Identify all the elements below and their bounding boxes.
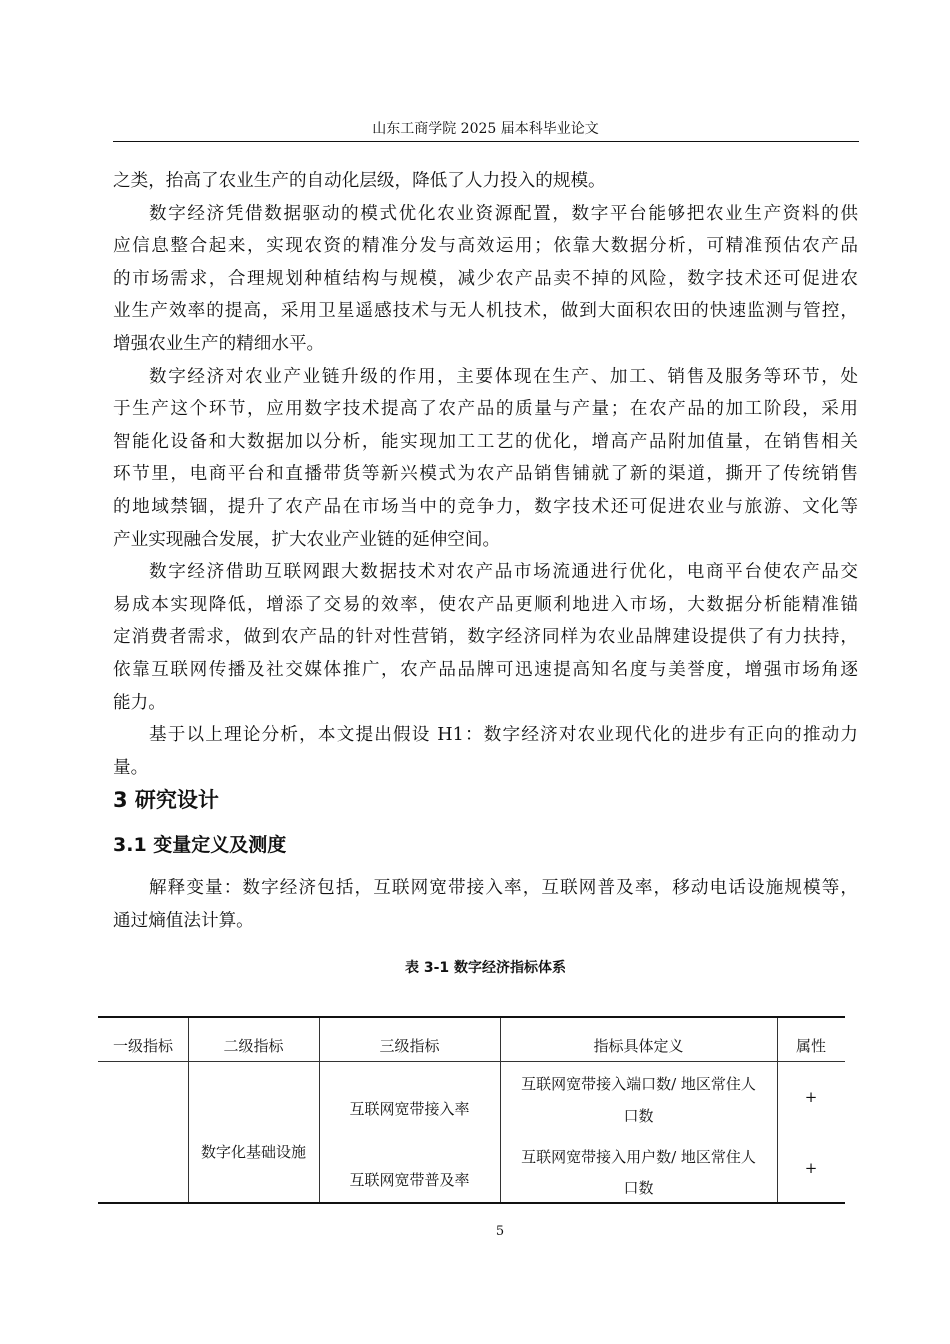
body-text (113, 165, 858, 784)
text-line: 通过熵值法计算。 (113, 910, 254, 931)
text-line: 增强农业生产的精细水平。 (113, 333, 325, 354)
level3-cell: 互联网宽带普及率 (349, 1171, 470, 1189)
table-header-cell: 一级指标 (112, 1037, 173, 1055)
level3-cell: 互联网宽带接入率 (349, 1100, 470, 1118)
running-header: 山东工商学院 2025 届本科毕业论文 (372, 121, 599, 137)
text-line: 基于以上理论分析，本文提出假设 H1：数字经济对农业现代化的进步有正向的推动力 (149, 725, 858, 746)
text-line: 定消费者需求，做到农产品的针对性营销，数字经济同样为农业品牌建设提供了有力扶持， (113, 627, 858, 648)
text-line: 数字经济借助互联网跟大数据技术对农产品市场流通进行优化，电商平台使农产品交 (149, 562, 858, 583)
text-line: 的地域禁锢，提升了农产品在市场当中的竞争力，数字技术还可促进农业与旅游、文化等 (113, 496, 858, 517)
text-line: 能力。 (113, 692, 166, 713)
table-caption: 表 3-1 数字经济指标体系 (404, 960, 567, 976)
text-line: 易成本实现降低，增添了交易的效率，使农产品更顺利地进入市场，大数据分析能精准锚 (113, 594, 858, 615)
text-line: 之类，抬高了农业生产的自动化层级，降低了人力投入的规模。 (113, 171, 606, 191)
subsection-heading: 3.1 变量定义及测度 (113, 834, 287, 856)
text-line: 业生产效率的提高，采用卫星遥感技术与无人机技术，做到大面积农田的快速监测与管控， (113, 301, 858, 322)
table-header-cell: 属性 (795, 1037, 826, 1055)
text-line: 数字经济凭借数据驱动的模式优化农业资源配置，数字平台能够把农业生产资料的供 (149, 203, 858, 224)
text-line: 解释变量：数字经济包括，互联网宽带接入率，互联网普及率，移动电话设施规模等， (149, 878, 858, 898)
definition-cell-line: 互联网宽带接入用户数/ 地区常住人 (521, 1148, 756, 1166)
level2-cell: 数字化基础设施 (200, 1143, 306, 1161)
table-header-cell: 指标具体定义 (593, 1037, 684, 1055)
table-header-cell: 三级指标 (379, 1037, 440, 1055)
section-heading: 3 研究设计 (113, 788, 219, 812)
table-header-cell: 二级指标 (223, 1037, 284, 1055)
text-line: 应信息整合起来，实现农资的精准分发与高效运用；依靠大数据分析，可精准预估农产品 (113, 236, 858, 257)
text-line: 产业实现融合发展，扩大农业产业链的延伸空间。 (113, 529, 501, 550)
attribute-cell: + (804, 1159, 818, 1177)
header-rule (113, 141, 859, 142)
text-line: 依靠互联网传播及社交媒体推广，农产品品牌可迅速提高知名度与美誉度，增强市场角逐 (113, 659, 858, 680)
text-line: 智能化设备和大数据加以分析，能实现加工工艺的优化，增高产品附加值量，在销售相关 (113, 431, 858, 452)
definition-cell-line: 口数 (623, 1107, 654, 1125)
page-number: 5 (495, 1224, 505, 1239)
text-line: 环节里，电商平台和直播带货等新兴模式为农产品销售铺就了新的渠道，撕开了传统销售 (113, 464, 858, 485)
section-body-text (113, 872, 858, 937)
definition-cell-line: 口数 (623, 1179, 654, 1197)
attribute-cell: + (804, 1088, 818, 1106)
text-line: 量。 (113, 757, 149, 778)
indicator-table (98, 1016, 845, 1204)
text-line: 数字经济对农业产业链升级的作用，主要体现在生产、加工、销售及服务等环节，处 (149, 366, 858, 387)
text-line: 于生产这个环节，应用数字技术提高了农产品的质量与产量；在农产品的加工阶段，采用 (113, 399, 858, 420)
text-line: 的市场需求，合理规划种植结构与规模，减少农产品卖不掉的风险，数字技术还可促进农 (113, 268, 858, 289)
definition-cell-line: 互联网宽带接入端口数/ 地区常住人 (521, 1075, 756, 1093)
